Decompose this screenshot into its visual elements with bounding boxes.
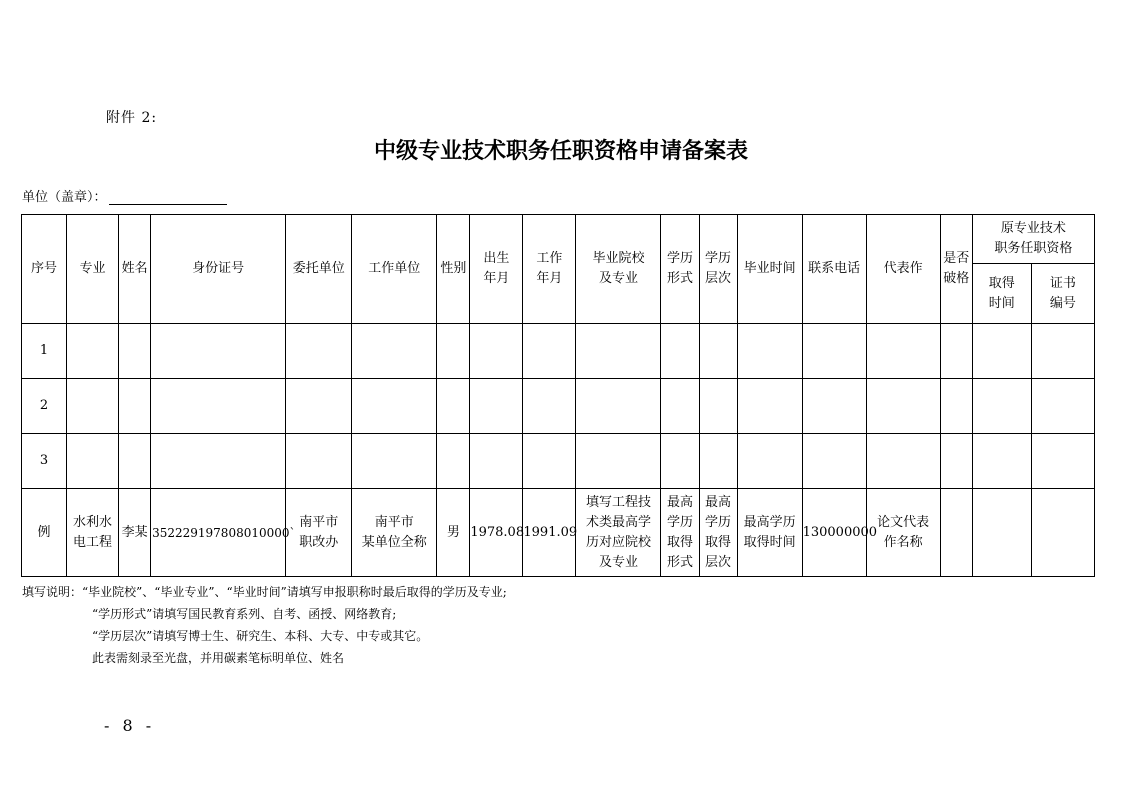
instruction-line: 填写说明：“毕业院校”、“毕业专业”、“毕业时间”请填写申报职称时最后取得的学历及专业; [22, 585, 507, 599]
cell-obtained-time[interactable] [972, 324, 1031, 379]
cell-representative-work[interactable] [866, 434, 940, 489]
cell-edu-level[interactable] [699, 379, 737, 434]
document-title: 中级专业技术职务任职资格申请备案表 [373, 139, 748, 164]
cell-name[interactable] [119, 324, 151, 379]
cell-phone[interactable] [802, 379, 866, 434]
header-obtained-time: 取得 时间 [972, 264, 1031, 324]
cell-entrusting-unit[interactable] [286, 324, 352, 379]
header-grad-time: 毕业时间 [737, 215, 802, 324]
header-cert-number: 证书 编号 [1031, 264, 1094, 324]
header-name: 姓名 [119, 215, 151, 324]
cell-gender[interactable] [437, 324, 470, 379]
cell-major[interactable] [67, 379, 119, 434]
header-edu-form: 学历 形式 [661, 215, 699, 324]
cell-birth[interactable] [470, 379, 523, 434]
cell-id-number[interactable] [151, 434, 286, 489]
example-work-unit: 南平市 某单位全称 [352, 489, 437, 577]
page-number: - 8 - [104, 716, 156, 735]
instruction-line: “学历层次”请填写博士生、研究生、本科、大专、中专或其它。 [92, 629, 429, 643]
application-table [21, 214, 1095, 577]
cell-representative-work[interactable] [866, 379, 940, 434]
example-name: 李某 [119, 489, 151, 577]
cell-name[interactable] [119, 379, 151, 434]
example-school-major: 填写工程技 术类最高学 历对应院校 及专业 [576, 489, 661, 577]
example-cert-number [1031, 489, 1094, 577]
cell-birth[interactable] [470, 324, 523, 379]
cell-entrusting-unit[interactable] [286, 434, 352, 489]
cell-work-unit[interactable] [352, 434, 437, 489]
header-edu-level: 学历 层次 [699, 215, 737, 324]
row-seq: 2 [22, 379, 67, 434]
table-row [22, 434, 1095, 489]
instruction-line: “学历形式”请填写国民教育系列、自考、函授、网络教育; [92, 607, 397, 621]
cell-school-major[interactable] [576, 434, 661, 489]
unit-label: 单位（盖章）： [22, 190, 107, 205]
cell-major[interactable] [67, 434, 119, 489]
header-id-number: 身份证号 [151, 215, 286, 324]
example-id-number: 352229197808010000` [151, 489, 286, 577]
example-phone: 130000000 [802, 489, 866, 577]
header-original-title: 原专业技术 职务任职资格 [972, 215, 1094, 264]
unit-stamp-line [22, 186, 227, 205]
header-school-major: 毕业院校 及专业 [576, 215, 661, 324]
cell-gender[interactable] [437, 379, 470, 434]
cell-id-number[interactable] [151, 324, 286, 379]
cell-grad-time[interactable] [737, 379, 802, 434]
cell-cert-number[interactable] [1031, 379, 1094, 434]
header-gender: 性别 [437, 215, 470, 324]
header-representative-work: 代表作 [866, 215, 940, 324]
cell-obtained-time[interactable] [972, 434, 1031, 489]
header-exceptional: 是否 破格 [940, 215, 972, 324]
unit-blank-field [109, 190, 227, 205]
example-exceptional [940, 489, 972, 577]
cell-edu-level[interactable] [699, 324, 737, 379]
header-phone: 联系电话 [802, 215, 866, 324]
cell-representative-work[interactable] [866, 324, 940, 379]
cell-id-number[interactable] [151, 379, 286, 434]
attachment-label: 附件 2: [106, 110, 158, 126]
cell-birth[interactable] [470, 434, 523, 489]
cell-work-unit[interactable] [352, 324, 437, 379]
example-gender: 男 [437, 489, 470, 577]
cell-major[interactable] [67, 324, 119, 379]
example-edu-form: 最高 学历 取得 形式 [661, 489, 699, 577]
example-representative-work: 论文代表 作名称 [866, 489, 940, 577]
example-work-start: 1991.09 [523, 489, 576, 577]
example-row [22, 489, 1095, 577]
header-work-unit: 工作单位 [352, 215, 437, 324]
header-row [22, 215, 1095, 264]
cell-edu-form[interactable] [661, 434, 699, 489]
cell-school-major[interactable] [576, 324, 661, 379]
example-birth: 1978.08 [470, 489, 523, 577]
cell-cert-number[interactable] [1031, 324, 1094, 379]
table-row [22, 324, 1095, 379]
cell-obtained-time[interactable] [972, 379, 1031, 434]
cell-exceptional[interactable] [940, 379, 972, 434]
header-major: 专业 [67, 215, 119, 324]
example-major: 水利水 电工程 [67, 489, 119, 577]
instruction-line: 此表需刻录至光盘，并用碳素笔标明单位、姓名 [92, 651, 345, 665]
example-edu-level: 最高 学历 取得 层次 [699, 489, 737, 577]
cell-exceptional[interactable] [940, 324, 972, 379]
example-entrusting-unit: 南平市 职改办 [286, 489, 352, 577]
cell-work-start[interactable] [523, 324, 576, 379]
cell-edu-level[interactable] [699, 434, 737, 489]
header-entrusting-unit: 委托单位 [286, 215, 352, 324]
cell-name[interactable] [119, 434, 151, 489]
cell-phone[interactable] [802, 434, 866, 489]
cell-phone[interactable] [802, 324, 866, 379]
row-seq: 3 [22, 434, 67, 489]
cell-entrusting-unit[interactable] [286, 379, 352, 434]
header-seq: 序号 [22, 215, 67, 324]
cell-exceptional[interactable] [940, 434, 972, 489]
cell-gender[interactable] [437, 434, 470, 489]
header-birth: 出生 年月 [470, 215, 523, 324]
cell-edu-form[interactable] [661, 324, 699, 379]
cell-grad-time[interactable] [737, 324, 802, 379]
cell-work-start[interactable] [523, 379, 576, 434]
cell-edu-form[interactable] [661, 379, 699, 434]
cell-work-start[interactable] [523, 434, 576, 489]
cell-grad-time[interactable] [737, 434, 802, 489]
cell-cert-number[interactable] [1031, 434, 1094, 489]
example-seq: 例 [22, 489, 67, 577]
header-work-start: 工作 年月 [523, 215, 576, 324]
fill-instructions [22, 581, 507, 669]
example-obtained-time [972, 489, 1031, 577]
cell-school-major[interactable] [576, 379, 661, 434]
example-grad-time: 最高学历 取得时间 [737, 489, 802, 577]
table-row [22, 379, 1095, 434]
row-seq: 1 [22, 324, 67, 379]
cell-work-unit[interactable] [352, 379, 437, 434]
